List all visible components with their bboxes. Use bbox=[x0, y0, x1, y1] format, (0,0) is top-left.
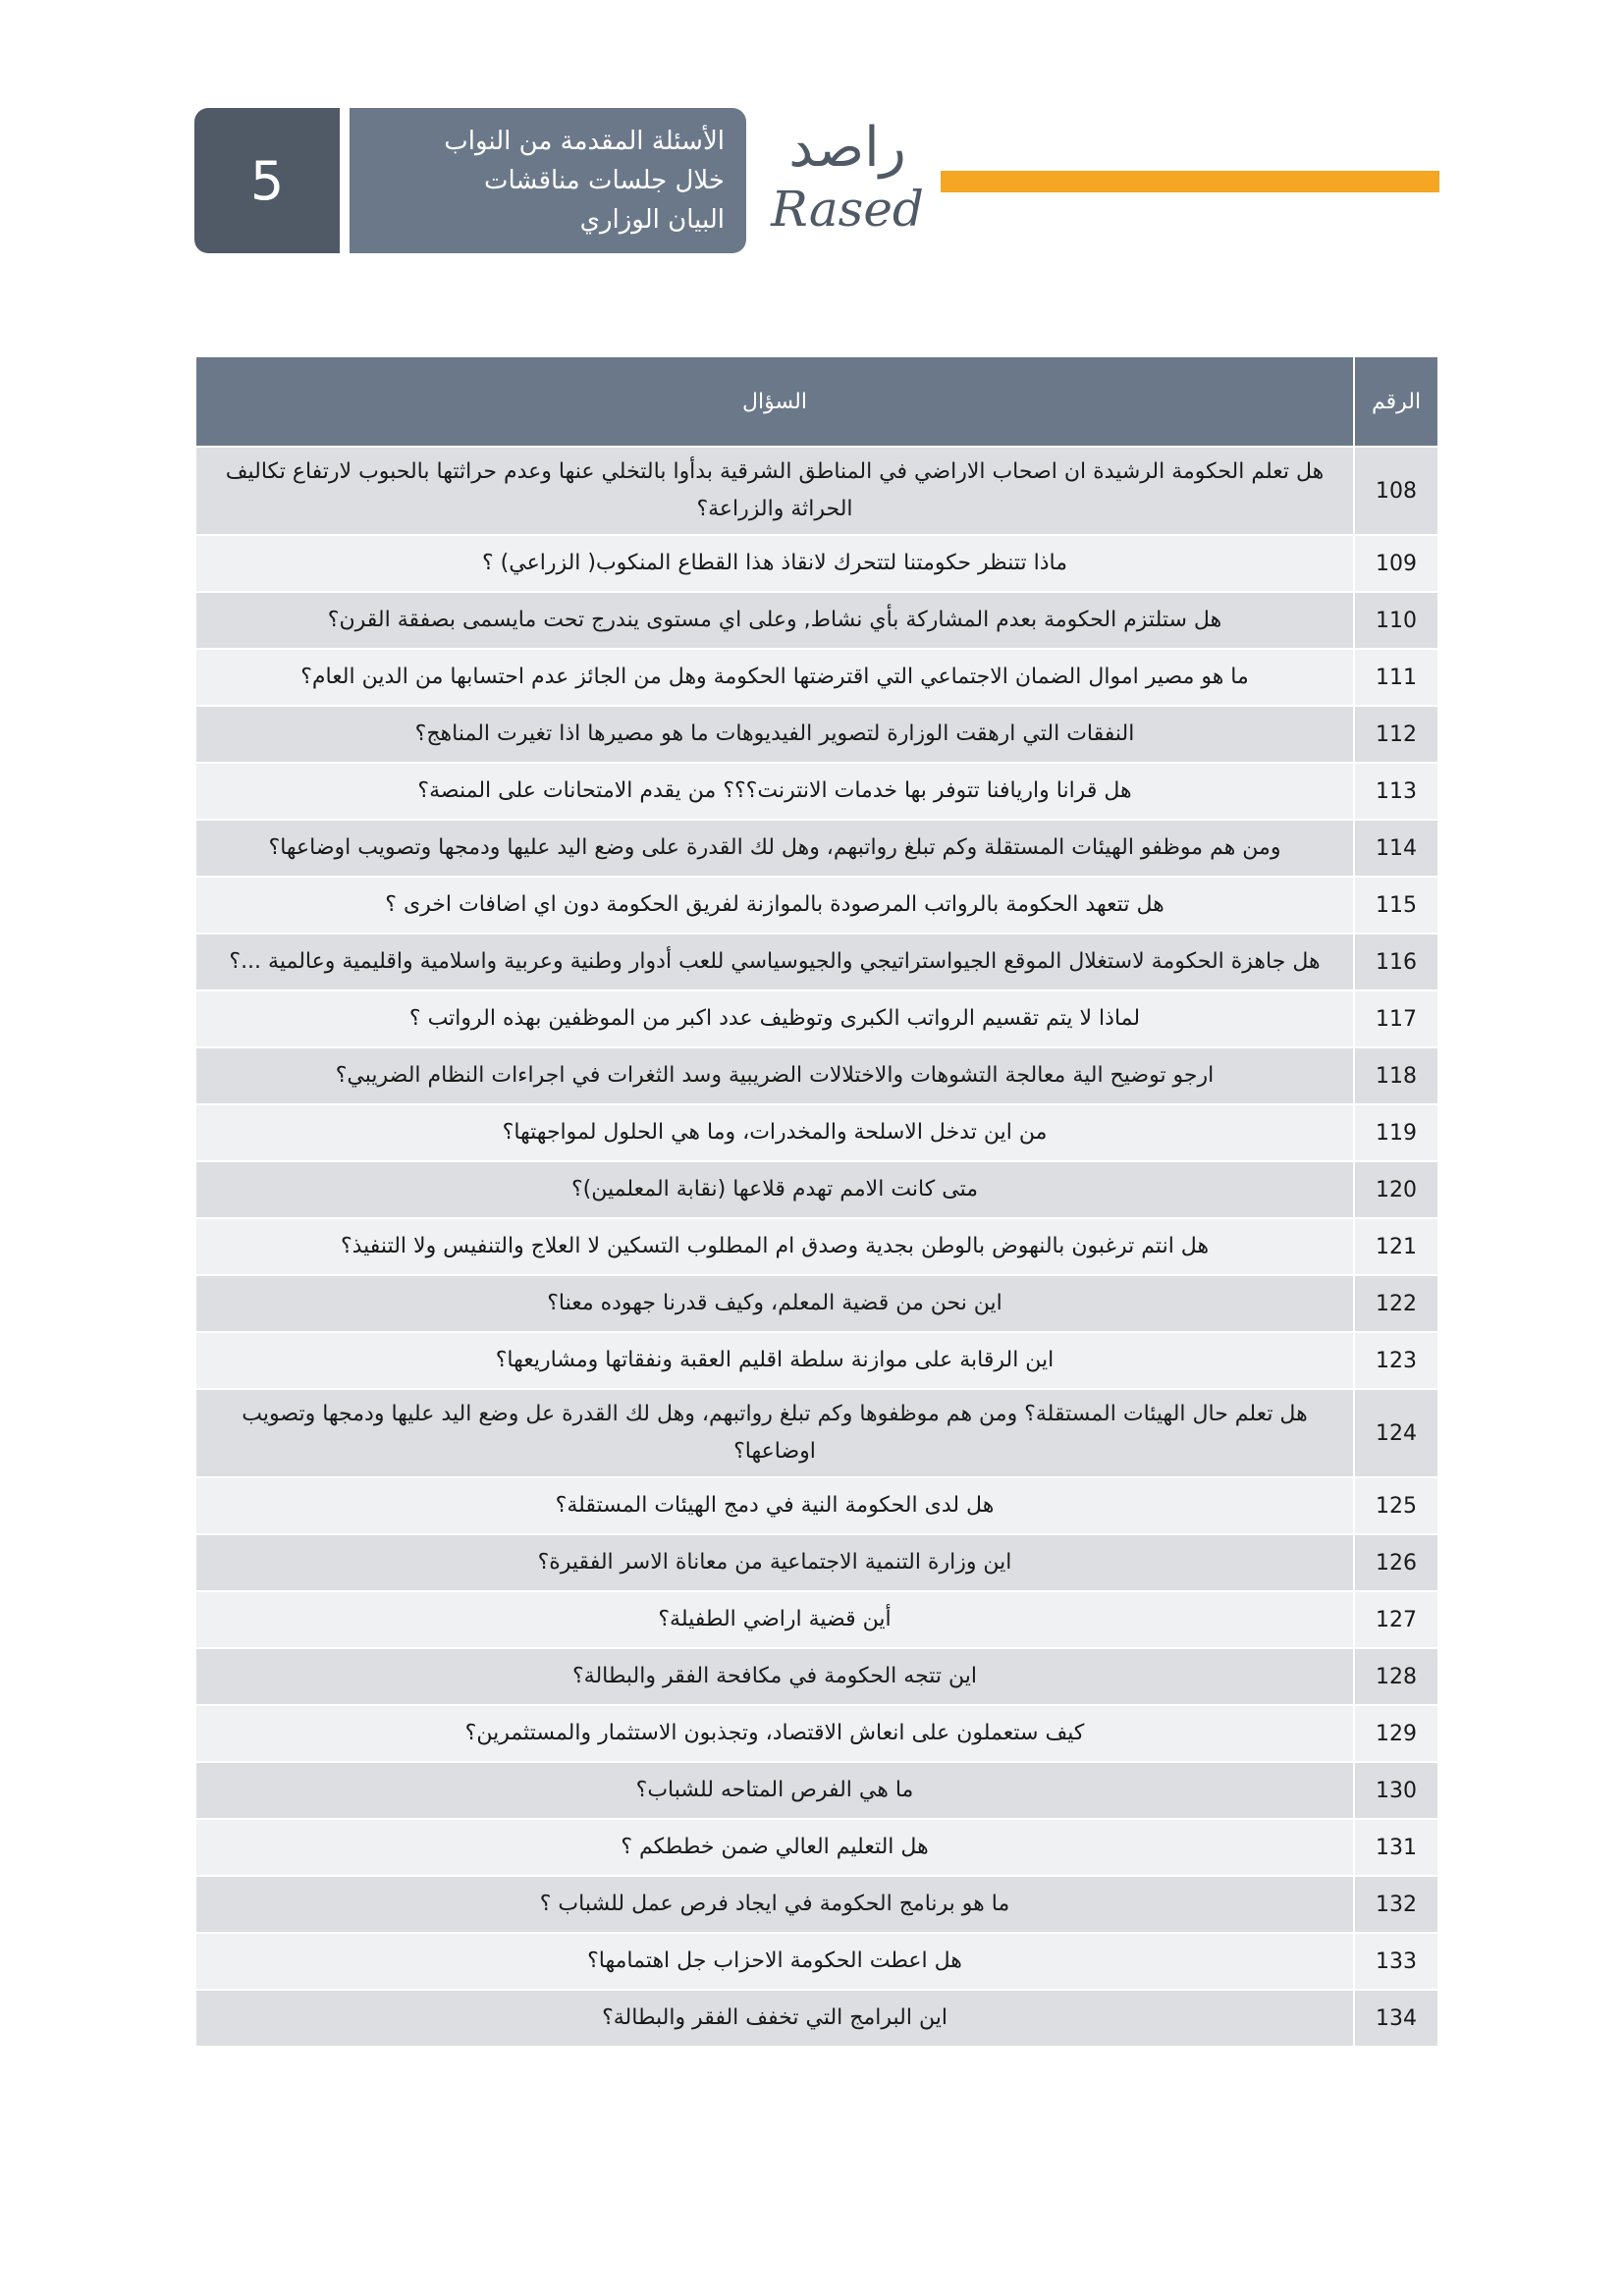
question-number: 114 bbox=[1354, 820, 1438, 877]
question-text: هل جاهزة الحكومة لاستغلال الموقع الجيواستراتيجي والجيوسياسي للعب أدوار وطنية وعربية واسلامية واقليمية وعالمية ...؟ bbox=[195, 934, 1354, 990]
table-row bbox=[195, 649, 1438, 706]
question-number: 122 bbox=[1354, 1275, 1438, 1332]
section-title-line-2: خلال جلسات مناقشات bbox=[484, 166, 725, 195]
question-text: لماذا لا يتم تقسيم الرواتب الكبرى وتوظيف عدد اكبر من الموظفين بهذه الرواتب ؟ bbox=[195, 990, 1354, 1047]
section-title-line-1: الأسئلة المقدمة من النواب bbox=[444, 127, 725, 156]
question-number: 126 bbox=[1354, 1534, 1438, 1591]
table-row bbox=[195, 1648, 1438, 1705]
table-row bbox=[195, 763, 1438, 820]
question-text: ماذا تتنظر حكومتنا لتتحرك لانقاذ هذا القطاع المنكوب( الزراعي) ؟ bbox=[195, 535, 1354, 592]
question-text: هل تتعهد الحكومة بالرواتب المرصودة بالموازنة لفريق الحكومة دون اي اضافات اخرى ؟ bbox=[195, 877, 1354, 934]
table-row bbox=[195, 1477, 1438, 1534]
table-row bbox=[195, 820, 1438, 877]
table-row bbox=[195, 1332, 1438, 1389]
question-text: ومن هم موظفو الهيئات المستقلة وكم تبلغ رواتبهم، وهل لك القدرة على وضع اليد عليها ودمجها وتصويب اوضاعها؟ bbox=[195, 820, 1354, 877]
table-row bbox=[195, 535, 1438, 592]
question-text: أين قضية اراضي الطفيلة؟ bbox=[195, 1591, 1354, 1648]
table-row bbox=[195, 706, 1438, 763]
question-text: هل اعطت الحكومة الاحزاب جل اهتمامها؟ bbox=[195, 1933, 1354, 1990]
question-number: 116 bbox=[1354, 934, 1438, 990]
question-number: 119 bbox=[1354, 1104, 1438, 1161]
table-row bbox=[195, 990, 1438, 1047]
page-number-box bbox=[194, 108, 340, 253]
table-body bbox=[195, 447, 1438, 2047]
table-row bbox=[195, 877, 1438, 934]
question-text: هل قرانا واريافنا تتوفر بها خدمات الانترنت؟؟؟ من يقدم الامتحانات على المنصة؟ bbox=[195, 763, 1354, 820]
table-row bbox=[195, 1218, 1438, 1275]
table-row bbox=[195, 1104, 1438, 1161]
logo-arabic: راصد bbox=[788, 116, 906, 180]
question-number: 134 bbox=[1354, 1990, 1438, 2047]
question-number: 113 bbox=[1354, 763, 1438, 820]
question-text: اين وزارة التنمية الاجتماعية من معاناة الاسر الفقيرة؟ bbox=[195, 1534, 1354, 1591]
logo-english: Rased bbox=[771, 181, 924, 238]
table-row bbox=[195, 447, 1438, 535]
table-row bbox=[195, 1275, 1438, 1332]
question-number: 120 bbox=[1354, 1161, 1438, 1218]
table-row bbox=[195, 1389, 1438, 1477]
question-text: اين تتجه الحكومة في مكافحة الفقر والبطالة؟ bbox=[195, 1648, 1354, 1705]
question-text: اين البرامج التي تخفف الفقر والبطالة؟ bbox=[195, 1990, 1354, 2047]
question-text: النفقات التي ارهقت الوزارة لتصوير الفيديوهات ما هو مصيرها اذا تغيرت المناهج؟ bbox=[195, 706, 1354, 763]
section-title-line-3: البيان الوزاري bbox=[579, 205, 725, 235]
question-number: 117 bbox=[1354, 990, 1438, 1047]
question-number: 108 bbox=[1354, 447, 1438, 535]
question-text: اين الرقابة على موازنة سلطة اقليم العقبة ونفقاتها ومشاريعها؟ bbox=[195, 1332, 1354, 1389]
table-row bbox=[195, 1161, 1438, 1218]
table-row bbox=[195, 1705, 1438, 1762]
table-row bbox=[195, 592, 1438, 649]
question-number: 121 bbox=[1354, 1218, 1438, 1275]
questions-table bbox=[194, 355, 1439, 2048]
question-number: 112 bbox=[1354, 706, 1438, 763]
question-number: 109 bbox=[1354, 535, 1438, 592]
question-number: 129 bbox=[1354, 1705, 1438, 1762]
question-text: هل تعلم الحكومة الرشيدة ان اصحاب الاراضي في المناطق الشرقية بدأوا بالتخلي عنها وعدم حراثتها بالحبوب لارتفاع تكاليف الحراثة والزراعة؟ bbox=[195, 447, 1354, 535]
question-text: اين نحن من قضية المعلم، وكيف قدرنا جهوده معنا؟ bbox=[195, 1275, 1354, 1332]
table-row bbox=[195, 1047, 1438, 1104]
question-text: هل انتم ترغبون بالنهوض بالوطن بجدية وصدق ام المطلوب التسكين لا العلاج والتنفيس ولا التنفيذ؟ bbox=[195, 1218, 1354, 1275]
table-row bbox=[195, 1933, 1438, 1990]
question-text: كيف ستعملون على انعاش الاقتصاد، وتجذبون الاستثمار والمستثمرين؟ bbox=[195, 1705, 1354, 1762]
question-text: هل لدى الحكومة النية في دمج الهيئات المستقلة؟ bbox=[195, 1477, 1354, 1534]
question-text: ارجو توضيح الية معالجة التشوهات والاختلالات الضريبية وسد الثغرات في اجراءات النظام الضريبي؟ bbox=[195, 1047, 1354, 1104]
table-row bbox=[195, 1876, 1438, 1933]
question-text: ما هو مصير اموال الضمان الاجتماعي التي اقترضتها الحكومة وهل من الجائز عدم احتسابها من الدين العام؟ bbox=[195, 649, 1354, 706]
table-row bbox=[195, 1762, 1438, 1819]
question-text: ما هو برنامج الحكومة في ايجاد فرص عمل للشباب ؟ bbox=[195, 1876, 1354, 1933]
table-row bbox=[195, 934, 1438, 990]
question-text: هل التعليم العالي ضمن خططكم ؟ bbox=[195, 1819, 1354, 1876]
accent-bar bbox=[941, 171, 1439, 192]
question-number: 125 bbox=[1354, 1477, 1438, 1534]
question-number: 124 bbox=[1354, 1389, 1438, 1477]
question-number: 118 bbox=[1354, 1047, 1438, 1104]
section-title-box bbox=[350, 108, 746, 253]
question-text: متى كانت الامم تهدم قلاعها (نقابة المعلمين)؟ bbox=[195, 1161, 1354, 1218]
table-row bbox=[195, 1990, 1438, 2047]
question-number: 131 bbox=[1354, 1819, 1438, 1876]
question-text: هل ستلتزم الحكومة بعدم المشاركة بأي نشاط, وعلى اي مستوى يندرج تحت مايسمى بصفقة القرن؟ bbox=[195, 592, 1354, 649]
question-text: هل تعلم حال الهيئات المستقلة؟ ومن هم موظفوها وكم تبلغ رواتبهم، وهل لك القدرة عل وضع اليد عليها ودمجها وتصويب اوضاعها؟ bbox=[195, 1389, 1354, 1477]
question-number: 132 bbox=[1354, 1876, 1438, 1933]
table-row bbox=[195, 1534, 1438, 1591]
question-number: 115 bbox=[1354, 877, 1438, 934]
question-number: 123 bbox=[1354, 1332, 1438, 1389]
page-number: 5 bbox=[249, 149, 285, 212]
question-number: 133 bbox=[1354, 1933, 1438, 1990]
column-header-question: السؤال bbox=[195, 356, 1354, 447]
question-number: 128 bbox=[1354, 1648, 1438, 1705]
table-row bbox=[195, 1591, 1438, 1648]
question-text: ما هي الفرص المتاحه للشباب؟ bbox=[195, 1762, 1354, 1819]
question-number: 110 bbox=[1354, 592, 1438, 649]
column-header-number: الرقم bbox=[1354, 356, 1438, 447]
question-number: 127 bbox=[1354, 1591, 1438, 1648]
table-row bbox=[195, 1819, 1438, 1876]
question-number: 130 bbox=[1354, 1762, 1438, 1819]
question-number: 111 bbox=[1354, 649, 1438, 706]
question-text: من اين تدخل الاسلحة والمخدرات، وما هي الحلول لمواجهتها؟ bbox=[195, 1104, 1354, 1161]
table-header-row bbox=[195, 356, 1438, 447]
